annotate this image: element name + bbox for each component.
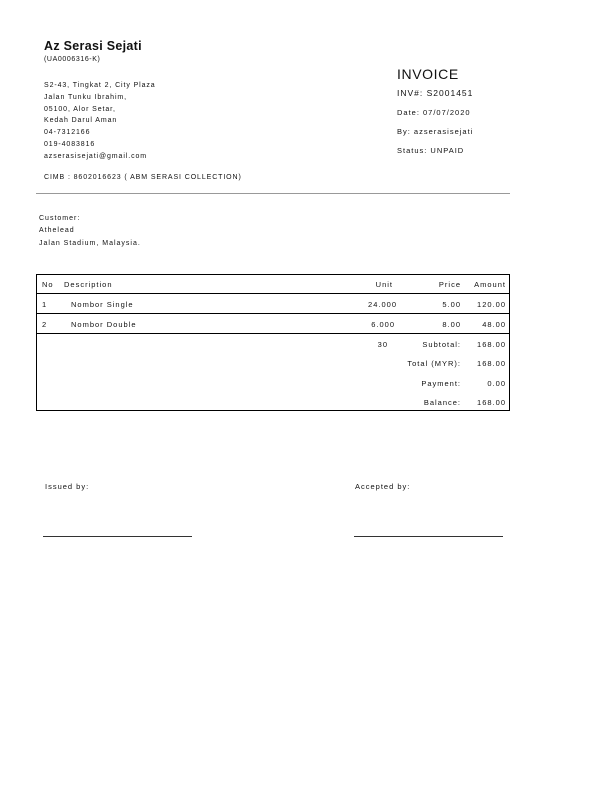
invoice-date: Date: 07/07/2020 bbox=[397, 108, 471, 117]
customer-block bbox=[39, 213, 141, 250]
row-description: Nombor Double bbox=[71, 320, 137, 329]
header-description: Description bbox=[64, 280, 113, 289]
subtotal-label: Subtotal: bbox=[422, 340, 461, 349]
bank-details: CIMB : 8602016623 ( ABM SERASI COLLECTION) bbox=[44, 174, 242, 181]
accepted-by-label: Accepted by: bbox=[355, 482, 411, 491]
row-description: Nombor Single bbox=[71, 300, 134, 309]
balance-label: Balance: bbox=[423, 398, 461, 407]
customer-label: Customer: bbox=[39, 215, 81, 222]
total-label: Total (MYR): bbox=[407, 359, 461, 368]
subtotal-value: 168.00 bbox=[477, 340, 506, 349]
accepted-by-signature-line bbox=[354, 536, 503, 537]
invoice-number: INV#: S2001451 bbox=[397, 88, 474, 98]
company-name: Az Serasi Sejati bbox=[44, 39, 142, 53]
customer-address: Jalan Stadium, Malaysia. bbox=[39, 239, 141, 247]
customer-name: Athelead bbox=[39, 227, 75, 235]
address-line: S2-43, Tingkat 2, City Plaza bbox=[44, 82, 156, 89]
address-line: Kedah Darul Aman bbox=[44, 117, 118, 125]
address-line: 05100, Alor Setar, bbox=[44, 105, 116, 113]
issued-by-label: Issued by: bbox=[45, 482, 90, 491]
row-no: 2 bbox=[42, 320, 48, 329]
header-amount: Amount bbox=[474, 280, 506, 289]
header-price: Price bbox=[438, 280, 461, 289]
items-table bbox=[36, 274, 510, 411]
row-price: 5.00 bbox=[442, 300, 461, 309]
table-divider bbox=[37, 333, 509, 334]
invoice-by: By: azserasisejati bbox=[397, 127, 474, 136]
row-unit: 24.000 bbox=[368, 300, 397, 309]
header-unit: Unit bbox=[375, 280, 393, 289]
row-amount: 48.00 bbox=[482, 320, 506, 329]
invoice-status: Status: UNPAID bbox=[397, 146, 465, 155]
row-unit: 6.000 bbox=[371, 320, 395, 329]
issued-by-signature-line bbox=[43, 536, 192, 537]
invoice-title: INVOICE bbox=[397, 66, 459, 82]
header-no: No bbox=[42, 280, 54, 289]
total-value: 168.00 bbox=[477, 359, 506, 368]
table-divider bbox=[37, 293, 509, 294]
row-amount: 120.00 bbox=[477, 300, 506, 309]
row-price: 8.00 bbox=[442, 320, 461, 329]
total-units: 30 bbox=[377, 340, 388, 349]
company-address bbox=[44, 80, 156, 163]
company-email: azserasisejati@gmail.com bbox=[44, 152, 148, 160]
row-no: 1 bbox=[42, 300, 48, 309]
payment-label: Payment: bbox=[421, 379, 461, 388]
payment-value: 0.00 bbox=[487, 379, 506, 388]
company-phone: 019-4083816 bbox=[44, 140, 96, 148]
table-divider bbox=[37, 313, 509, 314]
company-registration: (UA0006316-K) bbox=[44, 56, 101, 63]
address-line: Jalan Tunku Ibrahim, bbox=[44, 93, 127, 101]
header-divider bbox=[36, 193, 510, 194]
company-phone: 04-7312166 bbox=[44, 129, 91, 137]
balance-value: 168.00 bbox=[477, 398, 506, 407]
